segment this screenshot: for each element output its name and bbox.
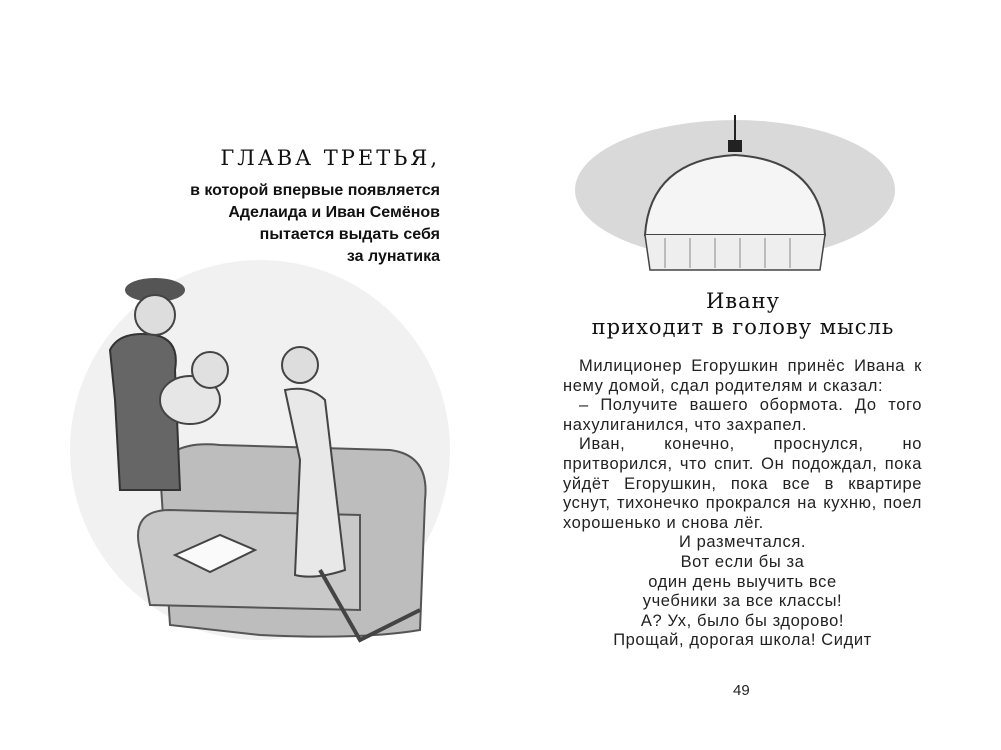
section-title-line: приходит в голову мысль: [591, 315, 895, 339]
subtitle-line: Аделаида и Иван Семёнов: [228, 204, 440, 221]
section-title: [563, 288, 923, 340]
page-number: 49: [733, 682, 750, 699]
paragraph: Иван, конечно, проснулся, но притворился, что спит. Он подождал, пока уйдёт Егорушкин, пока все в квартире уснут, тихонечко прокрался на кухню, поел хорошенько и снова лёг.: [563, 435, 922, 532]
paragraph: – Получите вашего обормота. До того нахулиганился, что захрапел.: [563, 396, 922, 434]
body-text: [563, 357, 922, 651]
centered-line: И размечтался.: [678, 533, 807, 552]
chapter-title: ГЛАВА ТРЕТЬЯ,: [220, 146, 440, 170]
illustration-lampshade: [570, 110, 900, 280]
subtitle-line: пытается выдать себя: [259, 226, 440, 243]
subtitle-line: за лунатика: [346, 248, 440, 265]
centered-line: Прощай, дорогая школа! Сидит: [613, 631, 872, 650]
centered-line: один день выучить все: [648, 572, 837, 591]
paragraph: Милиционер Егорушкин принёс Ивана к нему домой, сдал родителям и сказал:: [563, 357, 922, 395]
centered-line: учебники за все классы!: [642, 592, 843, 611]
centered-line: А? Ух, было бы здорово!: [640, 611, 845, 630]
subtitle-line: в которой впервые появляется: [190, 182, 440, 199]
centered-line: Вот если бы за: [680, 552, 805, 571]
illustration-policeman-mother-sofa: [60, 250, 460, 690]
section-title-line: Ивану: [705, 289, 780, 313]
